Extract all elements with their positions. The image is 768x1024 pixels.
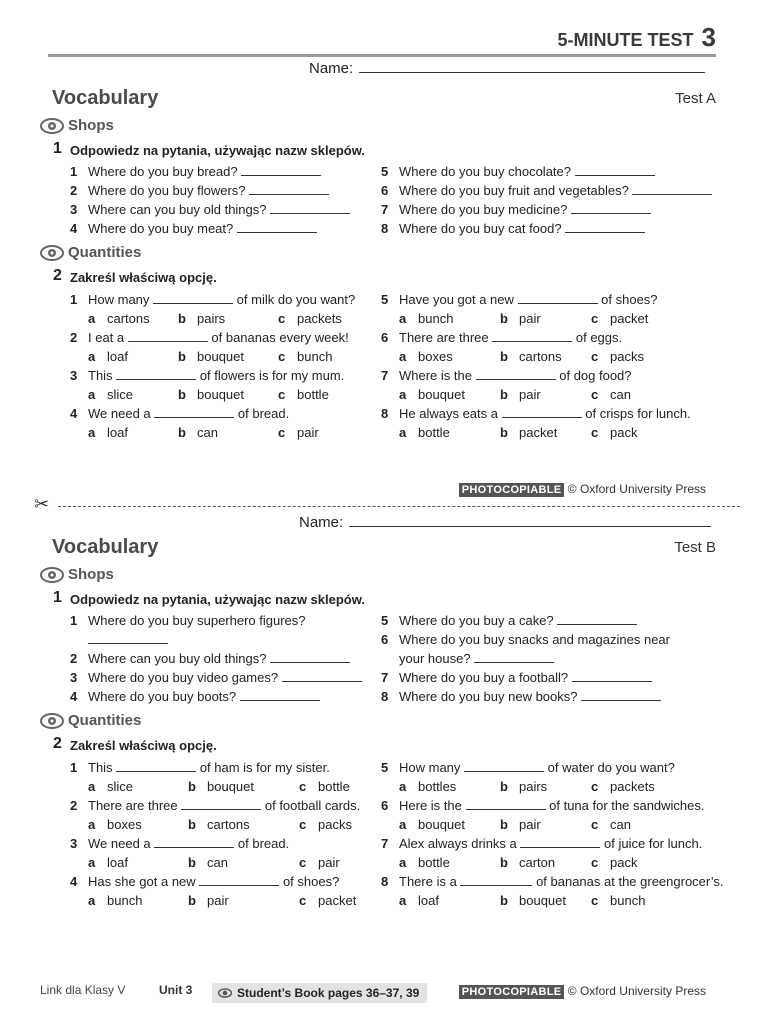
answer-blank[interactable] [88, 632, 168, 644]
answer-blank[interactable] [474, 651, 554, 663]
question-item: 8 He always eats a of crisps for lunch. [381, 406, 691, 421]
question-item: 8 Where do you buy cat food? [381, 221, 645, 236]
question-item-continuation: your house? [399, 651, 554, 666]
photocopiable-badge: PHOTOCOPIABLE [459, 483, 565, 497]
header-rule [48, 54, 716, 57]
eye-icon [40, 118, 64, 134]
exercise-number: 2 [53, 735, 62, 752]
option-a[interactable]: loaf [107, 425, 128, 440]
answer-blank[interactable] [128, 330, 208, 342]
answer-blank[interactable] [237, 221, 317, 233]
name-line[interactable] [349, 514, 711, 527]
option-row: a bouquet b pair c can [399, 817, 631, 832]
test-a-label: Test A [675, 90, 716, 107]
option-c[interactable]: packets [297, 311, 342, 326]
question-item: 2 There are three of football cards. [70, 798, 361, 813]
answer-blank[interactable] [199, 874, 279, 886]
eye-icon [40, 245, 64, 261]
question-item: 8 There is a of bananas at the greengrocer’s. [381, 874, 724, 889]
exercise-instruction: Zakreśl właściwą opcję. [70, 738, 217, 753]
option-row: a bottles b pairs c packets [399, 779, 655, 794]
name-line[interactable] [359, 60, 705, 73]
option-row: a loaf b can c pair [88, 855, 340, 870]
eye-icon [40, 713, 64, 729]
option-row: a bunch b pair c packet [88, 893, 357, 908]
option-a[interactable]: loaf [107, 855, 128, 870]
quantities-section-a [40, 244, 141, 261]
answer-blank[interactable] [571, 202, 651, 214]
option-b[interactable]: pairs [519, 779, 548, 794]
answer-blank[interactable] [116, 368, 196, 380]
option-a[interactable]: bottle [418, 855, 450, 870]
option-row: a bunch b pair c packet [399, 311, 649, 326]
answer-blank[interactable] [632, 183, 712, 195]
question-item: 3 Where do you buy video games? [70, 670, 362, 685]
exercise-instruction: Zakreśl właściwą opcję. [70, 270, 217, 285]
section-title: Quantities [68, 712, 142, 729]
answer-blank[interactable] [476, 368, 556, 380]
answer-blank[interactable] [241, 164, 321, 176]
option-row: a loaf b bouquet c bunch [399, 893, 646, 908]
option-row: a loaf b bouquet c bunch [88, 349, 333, 364]
option-b[interactable]: cartons [207, 817, 250, 832]
option-row: a slice b bouquet c bottle [88, 387, 329, 402]
question-item: 3 This of flowers is for my mum. [70, 368, 345, 383]
option-row: a bouquet b pair c can [399, 387, 631, 402]
option-a[interactable]: bunch [107, 893, 143, 908]
test-b-label: Test B [674, 539, 716, 556]
question-item: 6 There are three of eggs. [381, 330, 623, 345]
test-number: 3 [701, 22, 716, 52]
answer-blank[interactable] [460, 874, 532, 886]
answer-blank[interactable] [270, 651, 350, 663]
section-title: Quantities [68, 244, 142, 261]
question-item: 1 Where do you buy superhero figures? [70, 613, 306, 628]
cut-line [58, 506, 740, 507]
option-c[interactable]: pair [318, 855, 340, 870]
answer-blank[interactable] [464, 760, 544, 772]
option-a[interactable]: bouquet [418, 387, 465, 402]
answer-blank[interactable] [466, 798, 546, 810]
answer-blank[interactable] [116, 760, 196, 772]
option-c[interactable]: can [610, 387, 631, 402]
name-label: Name: [299, 514, 344, 531]
option-c[interactable]: packs [610, 349, 644, 364]
name-field-a[interactable] [309, 60, 705, 77]
series-name: Link dla Klasy V [40, 983, 126, 997]
answer-blank[interactable] [575, 164, 655, 176]
photocopiable-note-footer [459, 984, 706, 998]
option-c[interactable]: can [610, 817, 631, 832]
answer-blank[interactable] [154, 406, 234, 418]
option-c[interactable]: packet [610, 311, 649, 326]
question-item: 2 I eat a of bananas every week! [70, 330, 349, 345]
question-item: 5 Have you got a new of shoes? [381, 292, 658, 307]
option-b[interactable]: pair [519, 311, 541, 326]
option-c[interactable]: bunch [297, 349, 333, 364]
option-a[interactable]: loaf [418, 893, 439, 908]
answer-blank[interactable] [249, 183, 329, 195]
option-row: a boxes b cartons c packs [399, 349, 644, 364]
option-b[interactable]: pair [519, 387, 541, 402]
question-item: 5 How many of water do you want? [381, 760, 675, 775]
option-b[interactable]: pairs [197, 311, 226, 326]
eye-icon [40, 567, 64, 583]
option-c[interactable]: bunch [610, 893, 646, 908]
exercise-instruction: Odpowiedz na pytania, używając nazw sklepów. [70, 592, 365, 607]
question-item: 4 Where do you buy boots? [70, 689, 320, 704]
option-a[interactable]: slice [107, 779, 134, 794]
option-c[interactable]: packs [318, 817, 352, 832]
name-label: Name: [309, 60, 354, 77]
scissors-icon: ✂ [34, 494, 50, 514]
publisher: © Oxford University Press [567, 482, 706, 496]
answer-blank[interactable] [572, 670, 652, 682]
vocabulary-heading-b: Vocabulary [52, 536, 159, 558]
question-item: 7 Where do you buy a football? [381, 670, 652, 685]
option-b[interactable]: can [207, 855, 228, 870]
question-item: 5 Where do you buy chocolate? [381, 164, 655, 179]
option-a[interactable]: boxes [107, 817, 142, 832]
question-item: 8 Where do you buy new books? [381, 689, 661, 704]
option-c[interactable]: pack [610, 855, 638, 870]
option-c[interactable]: bottle [318, 779, 350, 794]
eye-icon [218, 988, 232, 998]
option-b[interactable]: cartons [519, 349, 562, 364]
answer-blank[interactable] [502, 406, 582, 418]
section-title: Shops [68, 566, 114, 583]
answer-blank[interactable] [181, 798, 261, 810]
option-c[interactable]: pack [610, 425, 638, 440]
exercise-number: 2 [53, 267, 62, 284]
students-book-ref [212, 983, 427, 1003]
quantities-section-b [40, 712, 141, 729]
question-item: 4 Has she got a new of shoes? [70, 874, 340, 889]
exercise-number: 1 [53, 589, 62, 606]
exercise-instruction: Odpowiedz na pytania, używając nazw sklepów. [70, 143, 365, 158]
option-a[interactable]: bottles [418, 779, 457, 794]
answer-blank[interactable] [520, 836, 600, 848]
question-item: 1 Where do you buy bread? [70, 164, 321, 179]
option-row: a boxes b cartons c packs [88, 817, 352, 832]
answer-blank[interactable] [581, 689, 661, 701]
publisher: © Oxford University Press [567, 984, 706, 998]
section-title: Shops [68, 117, 114, 134]
option-b[interactable]: pair [207, 893, 229, 908]
option-b[interactable]: bouquet [519, 893, 566, 908]
answer-blank[interactable] [518, 292, 598, 304]
question-item: 3 Where can you buy old things? [70, 202, 350, 217]
question-item-continuation [88, 632, 168, 647]
option-b[interactable]: bouquet [207, 779, 254, 794]
option-row: a loaf b can c pair [88, 425, 319, 440]
photocopiable-badge: PHOTOCOPIABLE [459, 985, 565, 999]
question-item: 7 Alex always drinks a of juice for lunch. [381, 836, 703, 851]
question-item: 5 Where do you buy a cake? [381, 613, 637, 628]
option-row: a cartons b pairs c packets [88, 311, 342, 326]
option-a[interactable]: bouquet [418, 817, 465, 832]
answer-blank[interactable] [240, 689, 320, 701]
option-row: a slice b bouquet c bottle [88, 779, 350, 794]
option-c[interactable]: packets [610, 779, 655, 794]
option-a[interactable]: loaf [107, 349, 128, 364]
question-item: 7 Where do you buy medicine? [381, 202, 651, 217]
unit-label: Unit 3 [159, 983, 193, 997]
exercise-number: 1 [53, 140, 62, 157]
question-item: 6 Here is the of tuna for the sandwiches. [381, 798, 705, 813]
question-item: 6 Where do you buy snacks and magazines near [381, 632, 670, 647]
option-b[interactable]: can [197, 425, 218, 440]
option-row: a bottle b carton c pack [399, 855, 638, 870]
option-b[interactable]: packet [519, 425, 558, 440]
question-item: 2 Where can you buy old things? [70, 651, 350, 666]
answer-blank[interactable] [282, 670, 362, 682]
option-c[interactable]: pair [297, 425, 319, 440]
option-b[interactable]: pair [519, 817, 541, 832]
option-b[interactable]: carton [519, 855, 556, 870]
test-title [558, 22, 716, 53]
shops-section-a [40, 117, 114, 134]
option-b[interactable]: bouquet [197, 349, 244, 364]
option-b[interactable]: bouquet [197, 387, 244, 402]
question-item: 6 Where do you buy fruit and vegetables? [381, 183, 712, 198]
name-field-b[interactable] [299, 514, 711, 531]
students-book-pages: Student’s Book pages 36–37, 39 [237, 986, 420, 1000]
option-a[interactable]: boxes [418, 349, 453, 364]
answer-blank[interactable] [565, 221, 645, 233]
question-item: 1 How many of milk do you want? [70, 292, 356, 307]
vocabulary-heading-a: Vocabulary [52, 87, 159, 109]
answer-blank[interactable] [492, 330, 572, 342]
option-a[interactable]: bunch [418, 311, 454, 326]
shops-section-b [40, 566, 114, 583]
question-item: 7 Where is the of dog food? [381, 368, 632, 383]
photocopiable-note-a [459, 482, 706, 496]
question-item: 4 We need a of bread. [70, 406, 290, 421]
option-row: a bottle b packet c pack [399, 425, 638, 440]
option-a[interactable]: bottle [418, 425, 450, 440]
question-item: 4 Where do you buy meat? [70, 221, 317, 236]
option-a[interactable]: slice [107, 387, 134, 402]
option-c[interactable]: packet [318, 893, 357, 908]
question-item: 1 This of ham is for my sister. [70, 760, 330, 775]
answer-blank[interactable] [270, 202, 350, 214]
answer-blank[interactable] [154, 836, 234, 848]
option-c[interactable]: bottle [297, 387, 329, 402]
question-item: 2 Where do you buy flowers? [70, 183, 329, 198]
answer-blank[interactable] [153, 292, 233, 304]
test-title-text: 5-MINUTE TEST [557, 30, 694, 50]
question-item: 3 We need a of bread. [70, 836, 290, 851]
answer-blank[interactable] [557, 613, 637, 625]
option-a[interactable]: cartons [107, 311, 150, 326]
